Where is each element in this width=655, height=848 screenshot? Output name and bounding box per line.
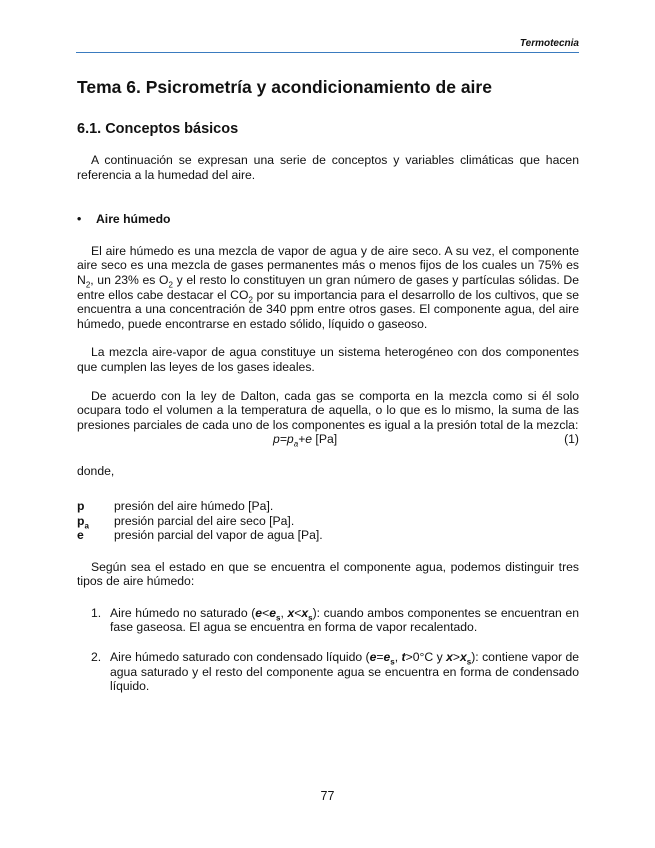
- equation-number: (1): [564, 432, 579, 447]
- header-divider: [76, 52, 579, 53]
- variable-symbol: $p_a$: [77, 513, 89, 530]
- eq-plus: +: [298, 432, 306, 447]
- bullet-heading: [77, 212, 579, 227]
- aire-types-list: [77, 606, 579, 694]
- bullet-icon: •: [77, 212, 82, 227]
- para1-text-d: por su importancia para el desarrollo de los cultivos, que se encuentra a una concentración de 340 ppm entre otros gases. El componente agua, del aire húmedo, puede encontrarse en estado sólido, líquido o gaseoso.: [77, 287, 579, 331]
- variable-symbol: p: [77, 498, 85, 513]
- paragraph-tipos: Según sea el estado en que se encuentra el componente agua, podemos distinguir tres tipos de aire húmedo:: [77, 559, 579, 589]
- list-item-number: 2.: [91, 650, 102, 665]
- para1-sub-c: 2: [248, 295, 253, 304]
- page-body: [77, 76, 579, 709]
- intro-paragraph: A continuación se expresan una serie de conceptos y variables climáticas que hacen referencia a la humedad del aire.: [77, 153, 579, 182]
- para1-text-a: El aire húmedo es una mezcla de vapor de agua y de aire seco. A su vez, el componente aire seco es una mezcla de gases permanentes más o menos fijos de los cuales un 75% es N: [77, 243, 579, 287]
- eq-unit: [Pa]: [312, 432, 338, 447]
- variable-symbol: e: [77, 528, 84, 543]
- list-item-text: Aire húmedo saturado con condensado líquido ($e=e_s$, t>0°C y $x>x_s$): contiene vapor de agua saturado y el resto del componente agua se encuentra en forma de condensado líquido.: [110, 650, 580, 694]
- list-item: [77, 606, 579, 635]
- chapter-title: Tema 6. Psicrometría y acondicionamiento de aire: [77, 77, 492, 97]
- donde-label: donde,: [77, 464, 115, 479]
- paragraph-aire-humedo: [77, 244, 579, 332]
- eq-e: e: [305, 432, 313, 447]
- page-number: 77: [320, 789, 335, 803]
- bullet-heading-text: Aire húmedo: [96, 212, 171, 227]
- variable-description: presión del aire húmedo [Pa].: [114, 498, 274, 513]
- para1-sub-a: 2: [85, 280, 91, 290]
- variable-row: [77, 514, 579, 529]
- eq-pa-sub: a: [293, 439, 299, 449]
- variable-list: [77, 499, 579, 543]
- equation-expression: [273, 432, 337, 447]
- paragraph-dalton: De acuerdo con la ley de Dalton, cada gas se comporta en la mezcla como si él solo ocupara todo el volumen a la temperatura de aquella, o lo que es lo mismo, la suma de las presiones parciales de cada uno de los componentes es igual a la presión total de la mezcla:: [77, 388, 579, 432]
- para1-text-b: , un 23% es O: [90, 272, 169, 287]
- eq-p: p: [273, 432, 280, 447]
- equation-1: [77, 432, 579, 448]
- list-item: [77, 650, 579, 694]
- running-header: Termotecnia: [519, 38, 579, 49]
- section-title: 6.1. Conceptos básicos: [77, 121, 239, 137]
- variable-row: [77, 499, 579, 514]
- paragraph-mezcla: La mezcla aire-vapor de agua constituye un sistema heterogéneo con dos componentes que cumplen las leyes de los gases ideales.: [77, 345, 579, 374]
- variable-description: presión parcial del vapor de agua [Pa].: [114, 528, 323, 543]
- variable-description: presión parcial del aire seco [Pa].: [114, 513, 295, 528]
- eq-equals: =: [279, 432, 287, 447]
- variable-row: [77, 528, 579, 543]
- list-item-text: Aire húmedo no saturado ($e<e_s$, $x<x_s$): cuando ambos componentes se encuentran en fase gaseosa. El agua se encuentra en forma de vapor recalentado.: [110, 605, 579, 635]
- para1-sub-b: 2: [168, 280, 173, 290]
- list-item-number: 1.: [91, 605, 102, 620]
- eq-pa: p: [286, 432, 294, 447]
- para1-text-c: y el resto lo constituyen un gran número de gases y partículas sólidas. De entre ellos cabe destacar el CO: [77, 272, 579, 302]
